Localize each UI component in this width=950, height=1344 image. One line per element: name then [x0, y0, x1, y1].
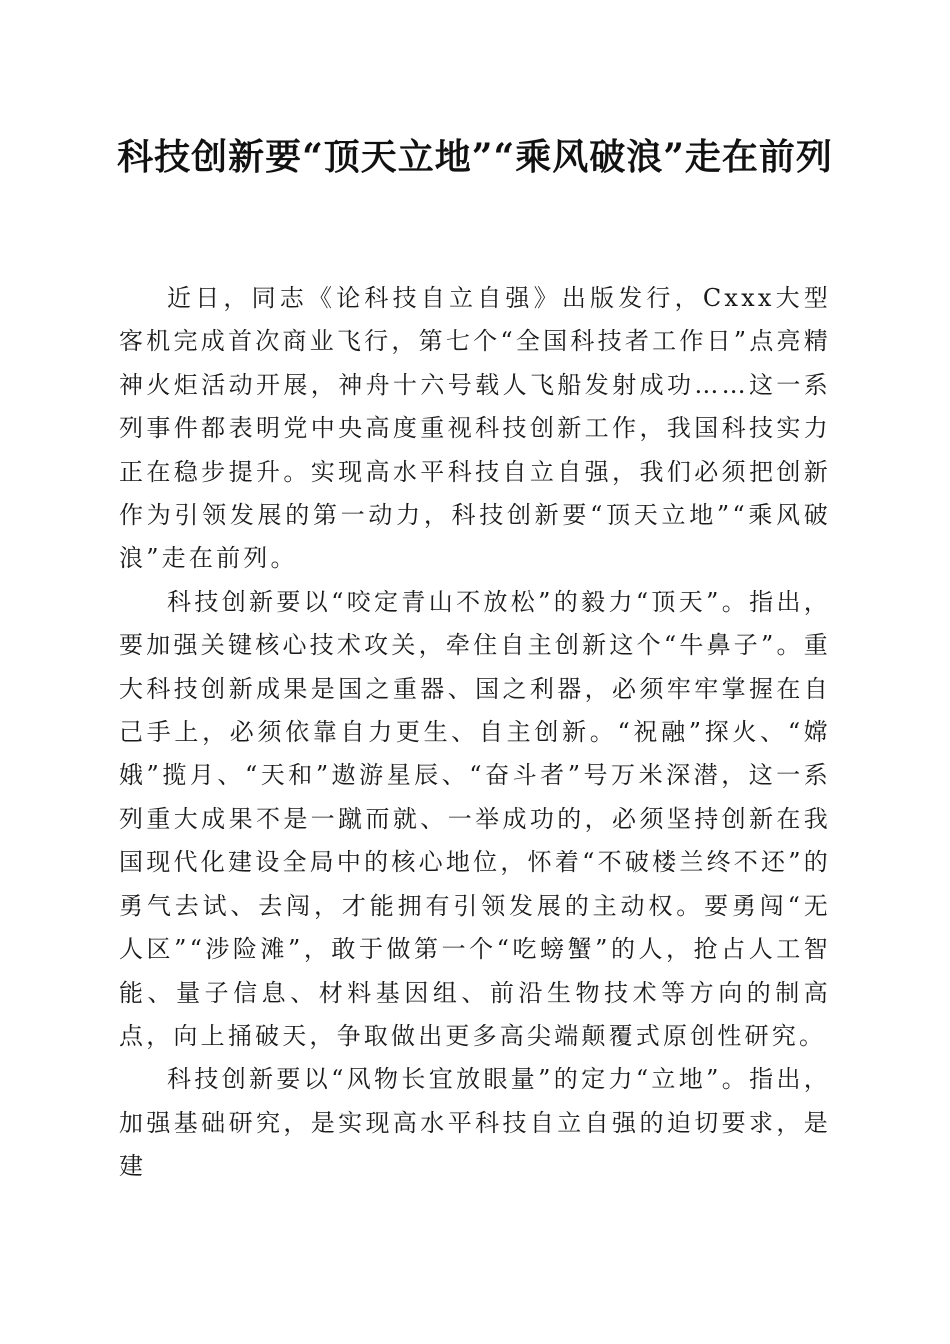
paragraph: 科技创新要以“咬定青山不放松”的毅力“顶天”。指出，要加强关键核心技术攻关，牵住自主创新这个“牛鼻子”。重大科技创新成果是国之重器、国之利器，必须牢牢掌握在自己手上，必须依靠自力更生、自主创新。“祝融”探火、“嫦娥”揽月、“天和”遨游星辰、“奋斗者”号万米深潜，这一系列重大成果不是一蹴而就、一举成功的，必须坚持创新在我国现代化建设全局中的核心地位，怀着“不破楼兰终不还”的勇气去试、去闯，才能拥有引领发展的主动权。要勇闯“无人区”“涉险滩”，敢于做第一个“吃螃蟹”的人，抢占人工智能、量子信息、材料基因组、前沿生物技术等方向的制高点，向上捅破天，争取做出更多高尖端颠覆式原创性研究。 [119, 587, 831, 1050]
paragraph: 近日，同志《论科技自立自强》出版发行，Cxxx大型客机完成首次商业飞行，第七个“全国科技者工作日”点亮精神火炬活动开展，神舟十六号载人飞船发射成功……这一系列事件都表明党中央高度重视科技创新工作，我国科技实力正在稳步提升。实现高水平科技自立自强，我们必须把创新作为引领发展的第一动力，科技创新要“顶天立地”“乘风破浪”走在前列。 [119, 284, 831, 573]
document-title: 科技创新要“顶天立地”“乘风破浪”走在前列 [117, 136, 833, 178]
document-body [119, 277, 831, 1189]
paragraph: 科技创新要以“风物长宜放眼量”的定力“立地”。指出，加强基础研究，是实现高水平科技自立自强的迫切要求，是建 [119, 1065, 831, 1181]
